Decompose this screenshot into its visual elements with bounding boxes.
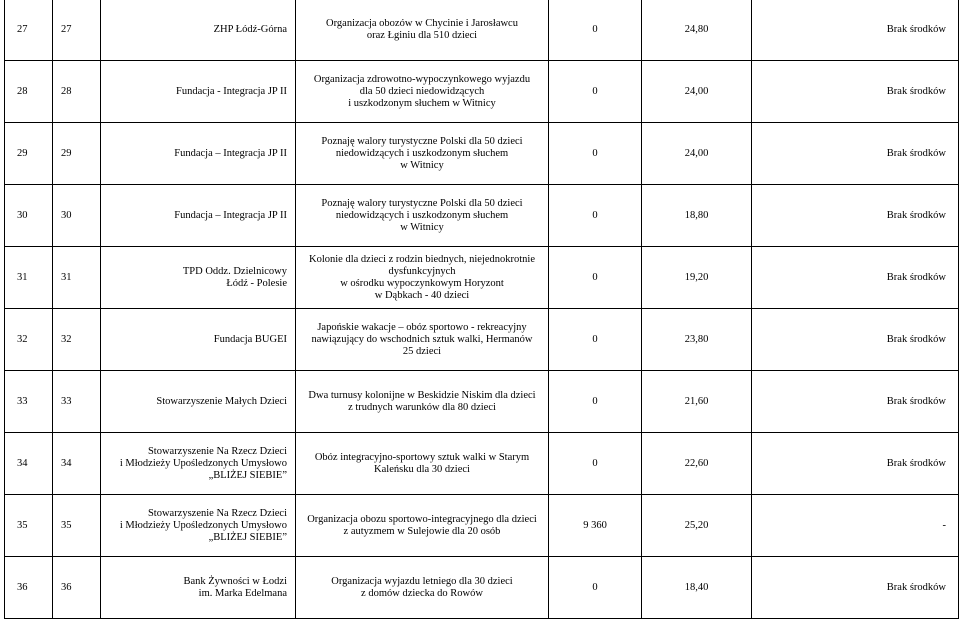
task-description: Obóz integracyjno-sportowy sztuk walki w Starym Kaleńsku dla 30 dzieci — [296, 433, 549, 495]
task-description: Organizacja obozu sportowo-integracyjnego dla dzieci z autyzmem w Sulejowie dla 20 osób — [296, 495, 549, 557]
table-row — [5, 61, 959, 123]
results-table — [4, 0, 959, 619]
application-number: 27 — [53, 0, 101, 61]
funding-status: Brak środków — [752, 61, 959, 123]
row-number: 30 — [5, 185, 53, 247]
task-description: Organizacja obozów w Chycinie i Jarosławcu oraz Łginiu dla 510 dzieci — [296, 0, 549, 61]
table-row — [5, 495, 959, 557]
application-number: 36 — [53, 557, 101, 619]
organization-name: ZHP Łódź-Górna — [101, 0, 296, 61]
grant-amount: 0 — [549, 247, 642, 309]
grant-amount: 9 360 — [549, 495, 642, 557]
organization-name: TPD Oddz. Dzielnicowy Łódź - Polesie — [101, 247, 296, 309]
funding-status: Brak środków — [752, 247, 959, 309]
grant-amount: 0 — [549, 185, 642, 247]
task-description: Dwa turnusy kolonijne w Beskidzie Niskim dla dzieci z trudnych warunków dla 80 dzieci — [296, 371, 549, 433]
funding-status: Brak środków — [752, 0, 959, 61]
row-number: 34 — [5, 433, 53, 495]
organization-name: Fundacja - Integracja JP II — [101, 61, 296, 123]
application-number: 28 — [53, 61, 101, 123]
row-number: 27 — [5, 0, 53, 61]
application-number: 29 — [53, 123, 101, 185]
organization-name: Fundacja BUGEI — [101, 309, 296, 371]
evaluation-score: 18,80 — [642, 185, 752, 247]
table-row — [5, 0, 959, 61]
evaluation-score: 21,60 — [642, 371, 752, 433]
funding-status: Brak środków — [752, 371, 959, 433]
evaluation-score: 23,80 — [642, 309, 752, 371]
funding-status: Brak środków — [752, 123, 959, 185]
grant-amount: 0 — [549, 433, 642, 495]
evaluation-score: 24,00 — [642, 61, 752, 123]
funding-status: Brak środków — [752, 557, 959, 619]
evaluation-score: 24,80 — [642, 0, 752, 61]
row-number: 32 — [5, 309, 53, 371]
task-description: Organizacja wyjazdu letniego dla 30 dzieci z domów dziecka do Rowów — [296, 557, 549, 619]
row-number: 28 — [5, 61, 53, 123]
application-number: 31 — [53, 247, 101, 309]
table-row — [5, 371, 959, 433]
evaluation-score: 19,20 — [642, 247, 752, 309]
funding-status: Brak środków — [752, 185, 959, 247]
table-row — [5, 247, 959, 309]
row-number: 36 — [5, 557, 53, 619]
evaluation-score: 24,00 — [642, 123, 752, 185]
application-number: 35 — [53, 495, 101, 557]
organization-name: Stowarzyszenie Na Rzecz Dzieci i Młodzieży Upośledzonych Umysłowo „BLIŻEJ SIEBIE” — [101, 495, 296, 557]
row-number: 29 — [5, 123, 53, 185]
funding-status: - — [752, 495, 959, 557]
row-number: 35 — [5, 495, 53, 557]
funding-status: Brak środków — [752, 309, 959, 371]
organization-name: Fundacja – Integracja JP II — [101, 185, 296, 247]
row-number: 33 — [5, 371, 53, 433]
table-row — [5, 123, 959, 185]
grant-amount: 0 — [549, 123, 642, 185]
organization-name: Fundacja – Integracja JP II — [101, 123, 296, 185]
application-number: 32 — [53, 309, 101, 371]
evaluation-score: 22,60 — [642, 433, 752, 495]
organization-name: Stowarzyszenie Małych Dzieci — [101, 371, 296, 433]
grant-amount: 0 — [549, 61, 642, 123]
evaluation-score: 18,40 — [642, 557, 752, 619]
grant-amount: 0 — [549, 309, 642, 371]
evaluation-score: 25,20 — [642, 495, 752, 557]
application-number: 33 — [53, 371, 101, 433]
organization-name: Bank Żywności w Łodzi im. Marka Edelmana — [101, 557, 296, 619]
grant-amount: 0 — [549, 371, 642, 433]
task-description: Organizacja zdrowotno-wypoczynkowego wyjazdu dla 50 dzieci niedowidzących i uszkodzonym słuchem w Witnicy — [296, 61, 549, 123]
table-row — [5, 557, 959, 619]
task-description: Kolonie dla dzieci z rodzin biednych, niejednokrotnie dysfunkcyjnych w ośrodku wypoczynkowym Horyzont w Dąbkach - 40 dzieci — [296, 247, 549, 309]
table-row — [5, 433, 959, 495]
grant-amount: 0 — [549, 0, 642, 61]
organization-name: Stowarzyszenie Na Rzecz Dzieci i Młodzieży Upośledzonych Umysłowo „BLIŻEJ SIEBIE” — [101, 433, 296, 495]
task-description: Poznaję walory turystyczne Polski dla 50 dzieci niedowidzących i uszkodzonym słuchem w Witnicy — [296, 185, 549, 247]
row-number: 31 — [5, 247, 53, 309]
task-description: Poznaję walory turystyczne Polski dla 50 dzieci niedowidzących i uszkodzonym słuchem w Witnicy — [296, 123, 549, 185]
application-number: 34 — [53, 433, 101, 495]
task-description: Japońskie wakacje – obóz sportowo - rekreacyjny nawiązujący do wschodnich sztuk walki, Hermanów 25 dzieci — [296, 309, 549, 371]
application-number: 30 — [53, 185, 101, 247]
table-row — [5, 309, 959, 371]
table-body — [5, 0, 959, 619]
grant-amount: 0 — [549, 557, 642, 619]
table-row — [5, 185, 959, 247]
funding-status: Brak środków — [752, 433, 959, 495]
